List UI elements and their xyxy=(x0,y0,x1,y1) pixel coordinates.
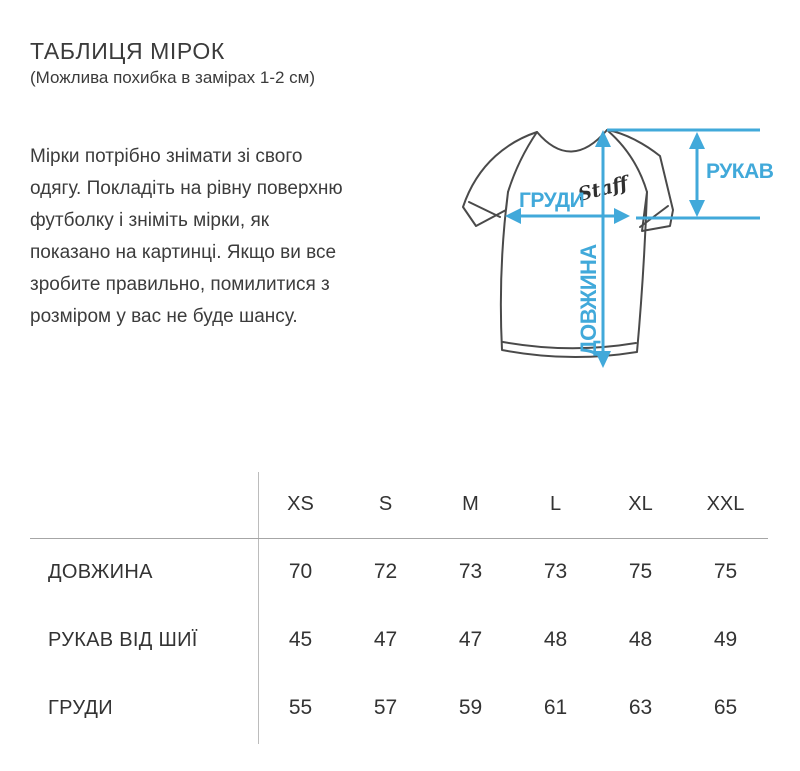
size-column-header: XS xyxy=(287,492,314,515)
length-label: ДОВЖИНА xyxy=(576,244,601,356)
chest-label: ГРУДИ xyxy=(519,189,585,212)
size-column-header: XXL xyxy=(706,492,745,515)
size-value: 47 xyxy=(373,628,398,651)
size-value: 73 xyxy=(458,560,483,583)
size-value: 75 xyxy=(628,560,653,583)
size-column-header: S xyxy=(378,492,393,515)
page-subtitle: (Можлива похибка в замірах 1-2 см) xyxy=(30,68,316,87)
size-column-header: XL xyxy=(628,492,653,515)
size-value: 45 xyxy=(288,628,313,651)
size-table xyxy=(30,470,768,746)
size-value: 63 xyxy=(628,696,653,719)
instruction-line: розміром у вас не буде шансу. xyxy=(30,306,298,327)
instructions-text xyxy=(30,141,460,333)
size-value: 59 xyxy=(458,696,483,719)
size-value: 48 xyxy=(628,628,653,651)
brand-signature: Staff xyxy=(575,172,631,206)
size-value: 47 xyxy=(458,628,483,651)
instruction-line: футболку і зніміть мірки, як xyxy=(30,210,270,231)
size-value: 55 xyxy=(288,696,313,719)
measurement-label: ГРУДИ xyxy=(48,696,113,719)
measurement-row xyxy=(30,606,768,674)
instruction-line: Мірки потрібно знімати зі свого xyxy=(30,146,303,167)
sleeve-label: РУКАВ xyxy=(706,160,774,183)
size-value: 70 xyxy=(288,560,313,583)
size-value: 49 xyxy=(713,628,738,651)
page-title: ТАБЛИЦЯ МІРОК xyxy=(30,38,225,64)
size-column-header: L xyxy=(549,492,562,515)
table-header-row xyxy=(30,470,768,538)
measurement-row xyxy=(30,538,768,606)
measurement-label: РУКАВ ВІД ШИЇ xyxy=(48,628,198,651)
size-value: 75 xyxy=(713,560,738,583)
size-value: 72 xyxy=(373,560,398,583)
size-value: 61 xyxy=(543,696,568,719)
tshirt-measurement-diagram xyxy=(440,100,800,390)
instruction-line: показано на картинці. Якщо ви все xyxy=(30,242,337,263)
size-value: 65 xyxy=(713,696,738,719)
tshirt-outline xyxy=(463,130,673,357)
measurement-label: ДОВЖИНА xyxy=(48,560,153,583)
instruction-line: зробите правильно, помилитися з xyxy=(30,274,330,295)
instruction-line: одягу. Покладіть на рівну поверхню xyxy=(30,178,343,199)
size-value: 48 xyxy=(543,628,568,651)
size-value: 73 xyxy=(543,560,568,583)
size-column-header: M xyxy=(462,492,479,515)
size-value: 57 xyxy=(373,696,398,719)
measurement-row xyxy=(30,674,768,742)
